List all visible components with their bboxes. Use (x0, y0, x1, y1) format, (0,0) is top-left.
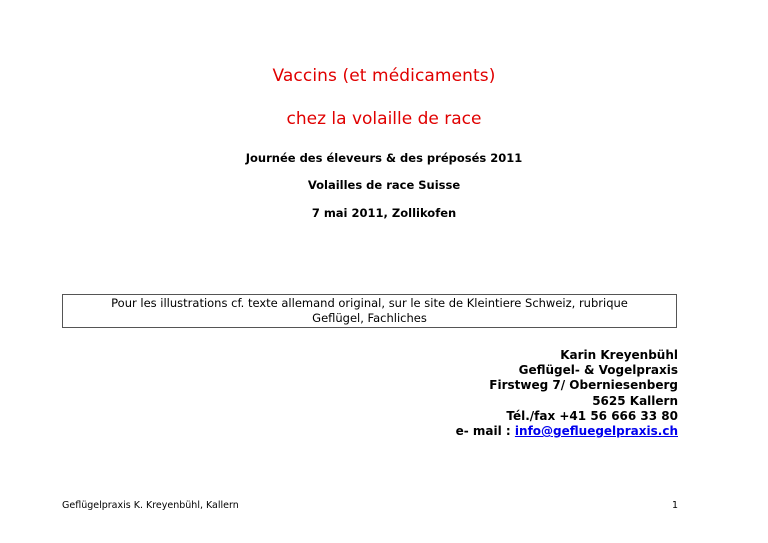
event-organization: Volailles de race Suisse (307, 178, 461, 192)
event-name: Journée des éleveurs & des préposés 2011 (245, 151, 523, 165)
email-label: e- mail : (455, 424, 515, 439)
title-line-1: Vaccins (et médicaments) (272, 66, 496, 86)
illustrations-note-box (62, 294, 677, 328)
author-email-line (456, 424, 678, 439)
author-name: Karin Kreyenbühl (560, 348, 678, 362)
author-practice: Geflügel- & Vogelpraxis (518, 363, 678, 378)
author-city: 5625 Kallern (592, 393, 678, 408)
note-line-1: Pour les illustrations cf. texte allemand original, sur le site de Kleintiere Schweiz, rubrique (111, 296, 628, 310)
event-date-place: 7 mai 2011, Zollikofen (311, 206, 457, 220)
note-line-2: Geflügel, Fachliches (312, 311, 427, 325)
footer-practice: Geflügelpraxis K. Kreyenbühl, Kallern (62, 500, 239, 511)
author-address-block (456, 348, 678, 439)
author-street: Firstweg 7/ Oberniesenberg (489, 378, 678, 393)
title-line-2: chez la volaille de race (286, 109, 482, 129)
email-link[interactable]: info@gefluegelpraxis.ch (514, 424, 678, 439)
page-number: 1 (672, 500, 679, 511)
author-phone: Tél./fax +41 56 666 33 80 (506, 408, 678, 423)
